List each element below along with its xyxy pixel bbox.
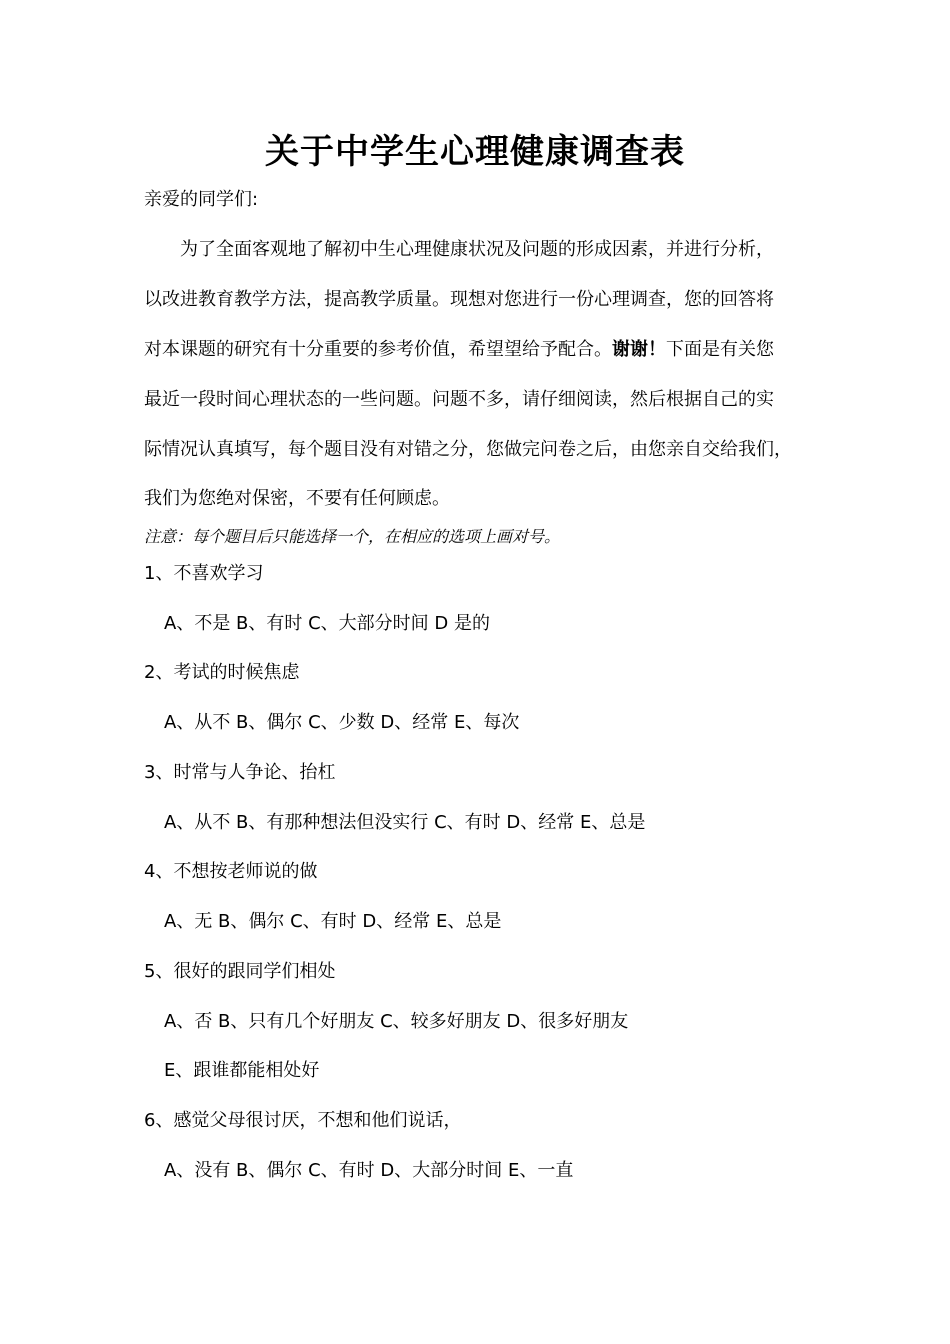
document-title: 关于中学生心理健康调查表: [265, 132, 685, 172]
question-4: 4、不想按老师说的做: [144, 861, 318, 882]
question-6-options: A、没有 B、偶尔 C、有时 D、大部分时间 E、一直: [164, 1160, 574, 1181]
question-2: 2、考试的时候焦虑: [144, 662, 300, 683]
question-1: 1、不喜欢学习: [144, 563, 264, 584]
intro-line-6: 我们为您绝对保密，不要有任何顾虑。: [144, 488, 450, 509]
thanks-bold: 谢谢！: [612, 339, 666, 360]
question-2-options: A、从不 B、偶尔 C、少数 D、经常 E、每次: [164, 712, 520, 733]
intro-line-4: 最近一段时间心理状态的一些问题。问题不多，请仔细阅读，然后根据自己的实: [144, 389, 774, 410]
question-5-options-cont: E、跟谁都能相处好: [164, 1060, 320, 1081]
question-5-options: A、否 B、只有几个好朋友 C、较多好朋友 D、很多好朋友: [164, 1011, 629, 1032]
greeting: 亲爱的同学们:: [144, 189, 259, 210]
question-1-options: A、不是 B、有时 C、大部分时间 D 是的: [164, 613, 490, 634]
question-3-options: A、从不 B、有那种想法但没实行 C、有时 D、经常 E、总是: [164, 812, 646, 833]
intro-line-2: 以改进教育教学方法，提高教学质量。现想对您进行一份心理调查，您的回答将: [144, 289, 774, 310]
question-6: 6、感觉父母很讨厌，不想和他们说话，: [144, 1110, 462, 1131]
question-3: 3、时常与人争论、抬杠: [144, 762, 336, 783]
intro-line-3: [144, 338, 774, 362]
intro-line-1: 为了全面客观地了解初中生心理健康状况及问题的形成因素，并进行分析，: [180, 239, 774, 260]
question-4-options: A、无 B、偶尔 C、有时 D、经常 E、总是: [164, 911, 502, 932]
intro-line-3-tail: 下面是有关您: [666, 339, 774, 360]
intro-line-5: 际情况认真填写，每个题目没有对错之分，您做完问卷之后，由您亲自交给我们，: [144, 439, 792, 460]
instruction-note: 注意：每个题目后只能选择一个，在相应的选项上画对号。: [144, 527, 561, 546]
intro-line-3-text: 对本课题的研究有十分重要的参考价值，希望望给予配合。: [144, 339, 612, 360]
question-5: 5、很好的跟同学们相处: [144, 961, 336, 982]
